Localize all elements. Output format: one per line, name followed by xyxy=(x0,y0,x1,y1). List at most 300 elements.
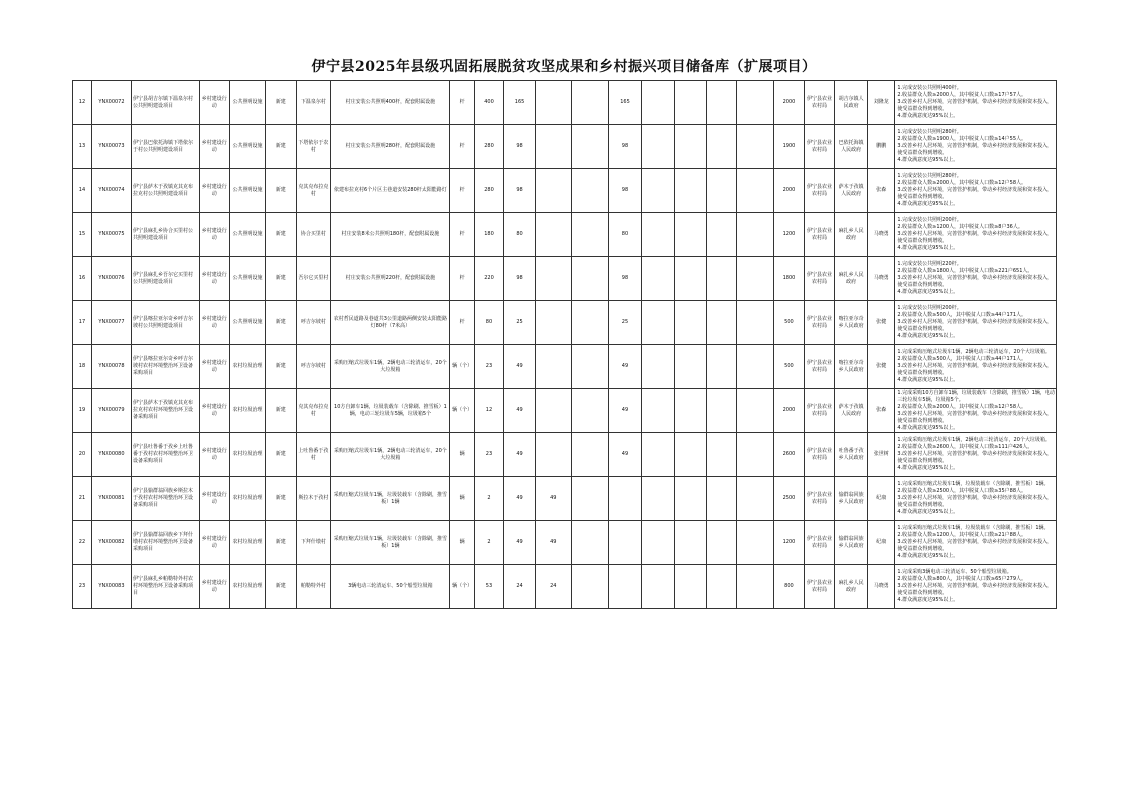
fund-other-3-cell xyxy=(737,81,774,125)
quantity-cell: 2 xyxy=(474,477,504,521)
fund-autonomous-cell xyxy=(571,345,608,389)
fund-autonomous-cell xyxy=(571,477,608,521)
fund-other-3-cell xyxy=(737,433,774,477)
table-row xyxy=(73,301,1057,345)
goal-line: 3.改善乡村人居环境，完善管护机制，带动乡村经济发展和资本投入，使受益群众得到增收。 xyxy=(897,275,1053,288)
fund-prefecture-cell: 49 xyxy=(608,433,642,477)
responsible-person-cell: 张健 xyxy=(868,301,895,345)
fund-central-cell: 49 xyxy=(535,521,571,565)
quantity-cell: 220 xyxy=(474,257,504,301)
fund-prefecture-cell: 25 xyxy=(608,301,642,345)
fund-other-1-cell xyxy=(675,81,707,125)
project-name-cell: 伊宁县喀拉亚尔奇乡呼吉尔坡村农村环境整治环卫设备采购项目 xyxy=(132,345,199,389)
beneficiaries-cell: 1200 xyxy=(774,213,805,257)
fund-other-2-cell xyxy=(706,345,737,389)
project-name-cell: 伊宁县胡吉尔镇下温泉尔村公共照明建设项目 xyxy=(132,81,199,125)
responsible-person-cell: 张森 xyxy=(868,389,895,433)
supervising-dept-cell: 伊宁县农业农村局 xyxy=(804,565,835,609)
project-code-cell: YNX00073 xyxy=(91,125,131,169)
fund-prefecture-cell: 98 xyxy=(608,257,642,301)
unit-cell: 辆 xyxy=(450,521,474,565)
fund-prefecture-cell: 98 xyxy=(608,125,642,169)
project-code-cell: YNX00078 xyxy=(91,345,131,389)
goal-line: 2.收益群众人数≥1200人，其中脱贫人口数≥8户36人。 xyxy=(897,224,1023,230)
sub-type-cell: 农村垃圾治理 xyxy=(230,565,266,609)
responsible-person-cell: 马晓勇 xyxy=(868,257,895,301)
fund-county-cell xyxy=(642,565,675,609)
fund-other-2-cell xyxy=(706,81,737,125)
fund-other-1-cell xyxy=(675,345,707,389)
construction-content-cell: 村庄安装公共照明220杆，配套附属设施 xyxy=(331,257,450,301)
unit-cell: 杆 xyxy=(450,169,474,213)
row-number-cell: 15 xyxy=(73,213,92,257)
table-row xyxy=(73,521,1057,565)
fund-central-cell xyxy=(535,433,571,477)
project-name-cell: 伊宁县巴依托海镇下塔依尔于村公共照明建设项目 xyxy=(132,125,199,169)
goal-line: 2.收益群众人数≥2000人，其中脱贫人口数≥12户58人。 xyxy=(897,403,1027,410)
construction-content-cell: 采购压缩式垃圾车1辆，垃圾装载车（含除刷，推雪板）1辆 xyxy=(331,521,450,565)
construction-nature-cell: 新建 xyxy=(265,213,296,257)
performance-goals-cell xyxy=(895,521,1057,565)
fund-autonomous-cell xyxy=(571,125,608,169)
table-row xyxy=(73,125,1057,169)
goal-line: 3.改善乡村人居环境，完善管护机制，带动乡村经济发展和资本投入，使受益群众得到增收。 xyxy=(897,187,1053,200)
row-number-cell: 22 xyxy=(73,521,92,565)
goal-line: 3.改善乡村人居环境，完善管护机制，带动乡村经济发展和资本投入，使受益群众得到增收。 xyxy=(897,583,1053,596)
project-code-cell: YNX00079 xyxy=(91,389,131,433)
quantity-cell: 53 xyxy=(474,565,504,609)
unit-cell: 辆 xyxy=(450,477,474,521)
responsible-person-cell: 张森 xyxy=(868,169,895,213)
goal-line: 4.群众满意度达95%以上。 xyxy=(897,597,959,603)
supervising-dept-cell: 伊宁县农业农村局 xyxy=(804,389,835,433)
row-number-cell: 20 xyxy=(73,433,92,477)
goal-line: 4.群众满意度达95%以上。 xyxy=(897,289,959,295)
fund-other-1-cell xyxy=(675,125,707,169)
goal-line: 3.改善乡村人居环境，完善管护机制，带动乡村经济发展和资本投入，使受益群众得到增收。 xyxy=(897,495,1053,508)
construction-content-cell: 采购压缩式垃圾车1辆，垃圾装载车（含除刷，推雪板）1辆 xyxy=(331,477,450,521)
fund-central-cell: 49 xyxy=(535,477,571,521)
project-type-cell: 乡村建设行动 xyxy=(199,301,230,345)
row-number-cell: 21 xyxy=(73,477,92,521)
fund-central-cell xyxy=(535,81,571,125)
construction-nature-cell: 新建 xyxy=(265,81,296,125)
row-number-cell: 19 xyxy=(73,389,92,433)
table-row xyxy=(73,257,1057,301)
fund-central-cell xyxy=(535,301,571,345)
fund-total-cell: 25 xyxy=(504,301,536,345)
goal-line: 4.群众满意度达95%以上。 xyxy=(897,553,959,559)
fund-other-3-cell xyxy=(737,477,774,521)
fund-total-cell: 98 xyxy=(504,125,536,169)
project-type-cell: 乡村建设行动 xyxy=(199,565,230,609)
fund-county-cell xyxy=(642,257,675,301)
fund-county-cell xyxy=(642,345,675,389)
construction-nature-cell: 新建 xyxy=(265,301,296,345)
goal-line: 2.收益群众人数≥1800人，其中脱贫人口数≥221户651人。 xyxy=(897,268,1033,274)
project-name-cell: 伊宁县麻扎乡帕勒特外村农村环境整治环卫设备采购项目 xyxy=(132,565,199,609)
performance-goals-cell xyxy=(895,565,1057,609)
quantity-cell: 80 xyxy=(474,301,504,345)
goal-line: 1.完成安装公共照明400杆。 xyxy=(897,85,962,91)
fund-autonomous-cell xyxy=(571,301,608,345)
fund-total-cell: 49 xyxy=(504,521,536,565)
performance-goals-cell xyxy=(895,125,1057,169)
goal-line: 3.改善乡村人居环境，完善管护机制，带动乡村经济发展和资本投入，使受益群众得到增收。 xyxy=(897,99,1053,112)
project-code-cell: YNX00072 xyxy=(91,81,131,125)
site-cell: 吾尔它买里村 xyxy=(296,257,331,301)
sub-type-cell: 农村垃圾治理 xyxy=(230,433,266,477)
project-code-cell: YNX00081 xyxy=(91,477,131,521)
goal-line: 1.完成采购3辆电动三轮清运车、50个船型垃圾箱。 xyxy=(897,569,1012,575)
supervising-dept-cell: 伊宁县农业农村局 xyxy=(804,81,835,125)
beneficiaries-cell: 500 xyxy=(774,301,805,345)
fund-central-cell xyxy=(535,389,571,433)
site-cell: 下拜什墩村 xyxy=(296,521,331,565)
quantity-cell: 2 xyxy=(474,521,504,565)
beneficiaries-cell: 500 xyxy=(774,345,805,389)
unit-cell: 杆 xyxy=(450,125,474,169)
document-title: 伊宁县2025年县级巩固拓展脱贫攻坚成果和乡村振兴项目储备库（扩展项目） xyxy=(311,59,817,75)
responsible-person-cell: 张世树 xyxy=(868,433,895,477)
fund-other-1-cell xyxy=(675,257,707,301)
sub-type-cell: 农村垃圾治理 xyxy=(230,345,266,389)
construction-content-cell: 村庄安装8米公共照明180杆，配套附属设施 xyxy=(331,213,450,257)
implementing-unit-cell: 愉群翁回族乡人民政府 xyxy=(835,477,868,521)
fund-other-2-cell xyxy=(706,213,737,257)
fund-total-cell: 49 xyxy=(504,345,536,389)
fund-total-cell: 98 xyxy=(504,257,536,301)
fund-autonomous-cell xyxy=(571,521,608,565)
fund-other-2-cell xyxy=(706,565,737,609)
unit-cell: 辆（个） xyxy=(450,565,474,609)
project-table xyxy=(72,80,1057,609)
goal-line: 2.收益群众人数≥2000人，其中脱贫人口数≥12户58人。 xyxy=(897,180,1027,186)
table-body xyxy=(73,81,1057,609)
project-type-cell: 乡村建设行动 xyxy=(199,125,230,169)
construction-content-cell: 依建布拉克村6个片区主巷道安装280杆太阳能路灯 xyxy=(331,169,450,213)
fund-county-cell xyxy=(642,477,675,521)
goal-line: 2.收益群众人数≥1200人，其中脱贫人口数≥21户88人。 xyxy=(897,532,1027,538)
goal-line: 1.完成采购压缩式垃圾车1辆，2辆电动三轮清运车，20个大垃圾箱。 xyxy=(897,349,1050,355)
fund-autonomous-cell xyxy=(571,213,608,257)
project-code-cell: YNX00075 xyxy=(91,213,131,257)
goal-line: 1.完成采购压缩式垃圾车1辆，垃圾装载车（含除刷，推雪板）1辆。 xyxy=(897,525,1049,531)
fund-county-cell xyxy=(642,389,675,433)
implementing-unit-cell: 麻扎乡人民政府 xyxy=(835,257,868,301)
site-cell: 克其克布拉克村 xyxy=(296,389,331,433)
responsible-person-cell: 马晓勇 xyxy=(868,565,895,609)
goal-line: 1.完成采购压缩式垃圾车1辆，2辆电动三轮清运车，20个大垃圾箱。 xyxy=(897,437,1050,443)
fund-autonomous-cell xyxy=(571,433,608,477)
unit-cell: 杆 xyxy=(450,257,474,301)
project-name-cell: 伊宁县萨木于孜镇克其克布拉克村公共照明建设项目 xyxy=(132,169,199,213)
project-name-cell: 伊宁县麻扎乡协合买里村公共照明建设项目 xyxy=(132,213,199,257)
beneficiaries-cell: 1800 xyxy=(774,257,805,301)
goal-line: 1.完成采购10方自卸车1辆，垃圾装载车（含除刷，推雪板）1辆，电动三轮垃圾车5辆，垃圾箱5个。 xyxy=(897,389,1055,403)
project-code-cell: YNX00083 xyxy=(91,565,131,609)
sub-type-cell: 农村垃圾治理 xyxy=(230,389,266,433)
beneficiaries-cell: 1200 xyxy=(774,521,805,565)
fund-other-1-cell xyxy=(675,565,707,609)
implementing-unit-cell: 麻扎乡人民政府 xyxy=(835,213,868,257)
quantity-cell: 23 xyxy=(474,345,504,389)
goal-line: 3.改善乡村人居环境，完善管护机制，带动乡村经济发展和资本投入，使受益群众得到增收。 xyxy=(897,363,1053,376)
fund-prefecture-cell: 49 xyxy=(608,389,642,433)
fund-prefecture-cell: 98 xyxy=(608,169,642,213)
unit-cell: 辆（个） xyxy=(450,345,474,389)
goal-line: 3.改善乡村人居环境，完善管护机制，带动乡村经济发展和资本投入，使受益群众得到增收。 xyxy=(897,539,1053,552)
construction-nature-cell: 新建 xyxy=(265,257,296,301)
fund-total-cell: 165 xyxy=(504,81,536,125)
responsible-person-cell: 马晓勇 xyxy=(868,213,895,257)
table-row xyxy=(73,433,1057,477)
project-code-cell: YNX00076 xyxy=(91,257,131,301)
sub-type-cell: 公共照明设施 xyxy=(230,213,266,257)
fund-total-cell: 80 xyxy=(504,213,536,257)
fund-central-cell: 24 xyxy=(535,565,571,609)
beneficiaries-cell: 2000 xyxy=(774,389,805,433)
fund-central-cell xyxy=(535,169,571,213)
fund-total-cell: 24 xyxy=(504,565,536,609)
construction-nature-cell: 新建 xyxy=(265,345,296,389)
goal-line: 4.群众满意度达95%以上。 xyxy=(897,509,959,515)
project-type-cell: 乡村建设行动 xyxy=(199,81,230,125)
sub-type-cell: 公共照明设施 xyxy=(230,125,266,169)
site-cell: 克其克布拉克村 xyxy=(296,169,331,213)
supervising-dept-cell: 伊宁县农业农村局 xyxy=(804,301,835,345)
table-row xyxy=(73,213,1057,257)
project-type-cell: 乡村建设行动 xyxy=(199,169,230,213)
performance-goals-cell xyxy=(895,301,1057,345)
construction-nature-cell: 新建 xyxy=(265,433,296,477)
project-name-cell: 伊宁县愉群翁回族乡下拜什墩村农村环境整治环卫设备采购项目 xyxy=(132,521,199,565)
project-name-cell: 伊宁县吐鲁番于孜乡上吐鲁番于孜村农村环境整治环卫设备采购项目 xyxy=(132,433,199,477)
beneficiaries-cell: 2500 xyxy=(774,477,805,521)
supervising-dept-cell: 伊宁县农业农村局 xyxy=(804,257,835,301)
table-row xyxy=(73,389,1057,433)
fund-county-cell xyxy=(642,169,675,213)
fund-autonomous-cell xyxy=(571,565,608,609)
fund-total-cell: 49 xyxy=(504,389,536,433)
row-number-cell: 16 xyxy=(73,257,92,301)
fund-prefecture-cell xyxy=(608,521,642,565)
implementing-unit-cell: 麻扎乡人民政府 xyxy=(835,565,868,609)
sub-type-cell: 公共照明设施 xyxy=(230,81,266,125)
fund-other-2-cell xyxy=(706,125,737,169)
fund-other-3-cell xyxy=(737,389,774,433)
goal-line: 4.群众满意度达95%以上。 xyxy=(897,333,959,339)
fund-central-cell xyxy=(535,125,571,169)
fund-other-2-cell xyxy=(706,301,737,345)
sub-type-cell: 公共照明设施 xyxy=(230,169,266,213)
goal-line: 2.收益群众人数≥2600人，其中脱贫人口数≥111户426人。 xyxy=(897,444,1033,450)
fund-other-3-cell xyxy=(737,125,774,169)
performance-goals-cell xyxy=(895,213,1057,257)
project-code-cell: YNX00080 xyxy=(91,433,131,477)
fund-other-1-cell xyxy=(675,477,707,521)
table-row xyxy=(73,345,1057,389)
goal-line: 1.完成安装公共照明280杆。 xyxy=(897,129,962,135)
fund-other-3-cell xyxy=(737,301,774,345)
fund-prefecture-cell: 165 xyxy=(608,81,642,125)
performance-goals-cell xyxy=(895,433,1057,477)
quantity-cell: 180 xyxy=(474,213,504,257)
construction-content-cell: 村庄安装公共照明280杆，配套附属设施 xyxy=(331,125,450,169)
row-number-cell: 13 xyxy=(73,125,92,169)
goal-line: 3.改善乡村人居环境，完善管护机制，带动乡村经济发展和资本投入，使受益群众得到增收。 xyxy=(897,319,1053,332)
fund-autonomous-cell xyxy=(571,389,608,433)
fund-other-3-cell xyxy=(737,169,774,213)
goal-line: 4.群众满意度达95%以上。 xyxy=(897,245,959,251)
supervising-dept-cell: 伊宁县农业农村局 xyxy=(804,169,835,213)
fund-autonomous-cell xyxy=(571,81,608,125)
project-type-cell: 乡村建设行动 xyxy=(199,433,230,477)
fund-other-3-cell xyxy=(737,213,774,257)
construction-nature-cell: 新建 xyxy=(265,389,296,433)
beneficiaries-cell: 2000 xyxy=(774,169,805,213)
goal-line: 2.收益群众人数≥800人，其中脱贫人口数≥65户279人。 xyxy=(897,576,1027,582)
responsible-person-cell: 刘隆龙 xyxy=(868,81,895,125)
goal-line: 2.收益群众人数≥2500人，其中脱贫人口数≥35户88人。 xyxy=(897,488,1027,494)
responsible-person-cell: 纪康 xyxy=(868,521,895,565)
implementing-unit-cell: 巴依托海镇人民政府 xyxy=(835,125,868,169)
goal-line: 1.完成安装公共照明200杆。 xyxy=(897,305,962,311)
table-row xyxy=(73,565,1057,609)
goal-line: 4.群众满意度达95%以上。 xyxy=(897,201,959,207)
quantity-cell: 400 xyxy=(474,81,504,125)
project-name-cell: 伊宁县喀拉亚尔奇乡呼吉尔坡村公共照明建设项目 xyxy=(132,301,199,345)
unit-cell: 杆 xyxy=(450,301,474,345)
implementing-unit-cell: 胡吉尔镇人民政府 xyxy=(835,81,868,125)
construction-content-cell: 农村哲民道路及巷道共3公里道路两侧安装太阳能路灯80杆（7米高） xyxy=(331,301,450,345)
construction-nature-cell: 新建 xyxy=(265,169,296,213)
fund-other-2-cell xyxy=(706,521,737,565)
construction-content-cell: 3辆电动三轮清运车、50个船型垃圾箱 xyxy=(331,565,450,609)
goal-line: 4.群众满意度达95%以上。 xyxy=(897,424,959,431)
unit-cell: 辆 xyxy=(450,433,474,477)
construction-content-cell: 采购压缩式垃圾车1辆，2辆电动三轮清运车，20个大垃圾箱 xyxy=(331,433,450,477)
performance-goals-cell xyxy=(895,81,1057,125)
quantity-cell: 280 xyxy=(474,169,504,213)
fund-other-3-cell xyxy=(737,565,774,609)
unit-cell: 杆 xyxy=(450,213,474,257)
responsible-person-cell: 张健 xyxy=(868,345,895,389)
supervising-dept-cell: 伊宁县农业农村局 xyxy=(804,213,835,257)
fund-autonomous-cell xyxy=(571,169,608,213)
goal-line: 4.群众满意度达95%以上。 xyxy=(897,465,959,471)
goal-line: 3.改善乡村人居环境，完善管护机制，带动乡村经济发展和资本投入，使受益群众得到增收。 xyxy=(897,451,1053,464)
goal-line: 3.改善乡村人居环境，完善管护机制，带动乡村经济发展和资本投入，使受益群众得到增收。 xyxy=(897,143,1053,156)
unit-cell: 杆 xyxy=(450,81,474,125)
site-cell: 上吐鲁番于孜村 xyxy=(296,433,331,477)
fund-total-cell: 49 xyxy=(504,433,536,477)
beneficiaries-cell: 2600 xyxy=(774,433,805,477)
table-row xyxy=(73,81,1057,125)
fund-other-1-cell xyxy=(675,433,707,477)
site-cell: 协合买里村 xyxy=(296,213,331,257)
site-cell: 下塔依尔于农村 xyxy=(296,125,331,169)
fund-other-2-cell xyxy=(706,257,737,301)
construction-content-cell: 村庄安装公共照明400杆，配套附属设施 xyxy=(331,81,450,125)
fund-other-1-cell xyxy=(675,389,707,433)
project-name-cell: 伊宁县萨木于孜镇克其克布拉克村农村环境整治环卫设备采购项目 xyxy=(132,389,199,433)
fund-total-cell: 49 xyxy=(504,477,536,521)
fund-county-cell xyxy=(642,433,675,477)
fund-other-3-cell xyxy=(737,521,774,565)
project-code-cell: YNX00082 xyxy=(91,521,131,565)
row-number-cell: 18 xyxy=(73,345,92,389)
goal-line: 1.完成采购压缩式垃圾车1辆，垃圾装载车（含除刷，推雪板）1辆。 xyxy=(897,481,1049,487)
fund-other-1-cell xyxy=(675,301,707,345)
goal-line: 4.群众满意度达95%以上。 xyxy=(897,377,959,383)
fund-central-cell xyxy=(535,345,571,389)
row-number-cell: 12 xyxy=(73,81,92,125)
project-type-cell: 乡村建设行动 xyxy=(199,477,230,521)
implementing-unit-cell: 愉群翁回族乡人民政府 xyxy=(835,521,868,565)
sub-type-cell: 农村垃圾治理 xyxy=(230,477,266,521)
fund-county-cell xyxy=(642,125,675,169)
goal-line: 4.群众满意度达95%以上。 xyxy=(897,113,959,119)
goal-line: 3.改善乡村人居环境，完善管护机制，带动乡村经济发展和资本投入，使受益群众得到增收。 xyxy=(897,231,1053,244)
fund-autonomous-cell xyxy=(571,257,608,301)
beneficiaries-cell: 2000 xyxy=(774,81,805,125)
performance-goals-cell xyxy=(895,389,1057,433)
beneficiaries-cell: 1900 xyxy=(774,125,805,169)
construction-content-cell: 采购压缩式垃圾车1辆，2辆电动三轮清运车，20个大垃圾箱 xyxy=(331,345,450,389)
table-row xyxy=(73,477,1057,521)
site-cell: 帕勒特外村 xyxy=(296,565,331,609)
fund-county-cell xyxy=(642,521,675,565)
construction-nature-cell: 新建 xyxy=(265,477,296,521)
fund-county-cell xyxy=(642,213,675,257)
project-name-cell: 伊宁县麻扎乡吾尔它买里村公共照明建设项目 xyxy=(132,257,199,301)
sub-type-cell: 公共照明设施 xyxy=(230,257,266,301)
project-type-cell: 乡村建设行动 xyxy=(199,257,230,301)
fund-other-3-cell xyxy=(737,345,774,389)
implementing-unit-cell: 萨木于孜镇人民政府 xyxy=(835,169,868,213)
fund-county-cell xyxy=(642,81,675,125)
fund-other-3-cell xyxy=(737,257,774,301)
implementing-unit-cell: 吐鲁番于孜乡人民政府 xyxy=(835,433,868,477)
table-row xyxy=(73,169,1057,213)
performance-goals-cell xyxy=(895,169,1057,213)
site-cell: 下温泉尔村 xyxy=(296,81,331,125)
goal-line: 1.完成安装公共照明220杆。 xyxy=(897,261,962,267)
goal-line: 1.完成安装公共照明280杆。 xyxy=(897,173,962,179)
fund-prefecture-cell xyxy=(608,477,642,521)
construction-nature-cell: 新建 xyxy=(265,521,296,565)
row-number-cell: 23 xyxy=(73,565,92,609)
project-type-cell: 乡村建设行动 xyxy=(199,389,230,433)
fund-central-cell xyxy=(535,213,571,257)
fund-other-1-cell xyxy=(675,169,707,213)
sub-type-cell: 公共照明设施 xyxy=(230,301,266,345)
fund-total-cell: 98 xyxy=(504,169,536,213)
construction-content-cell: 10方自卸车1辆，垃圾装载车（含除刷、推雪板）1辆，电动三轮垃圾车5辆，垃圾箱5个 xyxy=(331,389,450,433)
fund-other-2-cell xyxy=(706,477,737,521)
fund-county-cell xyxy=(642,301,675,345)
responsible-person-cell: 纪康 xyxy=(868,477,895,521)
goal-line: 3.改善乡村人居环境，完善管护机制，带动乡村经济发展和资本投入，使受益群众得到增收。 xyxy=(897,410,1053,424)
supervising-dept-cell: 伊宁县农业农村局 xyxy=(804,433,835,477)
supervising-dept-cell: 伊宁县农业农村局 xyxy=(804,521,835,565)
fund-central-cell xyxy=(535,257,571,301)
construction-nature-cell: 新建 xyxy=(265,565,296,609)
goal-line: 1.完成安装公共照明200杆。 xyxy=(897,217,962,223)
implementing-unit-cell: 萨木于孜镇人民政府 xyxy=(835,389,868,433)
site-cell: 呼吉尔坡村 xyxy=(296,345,331,389)
